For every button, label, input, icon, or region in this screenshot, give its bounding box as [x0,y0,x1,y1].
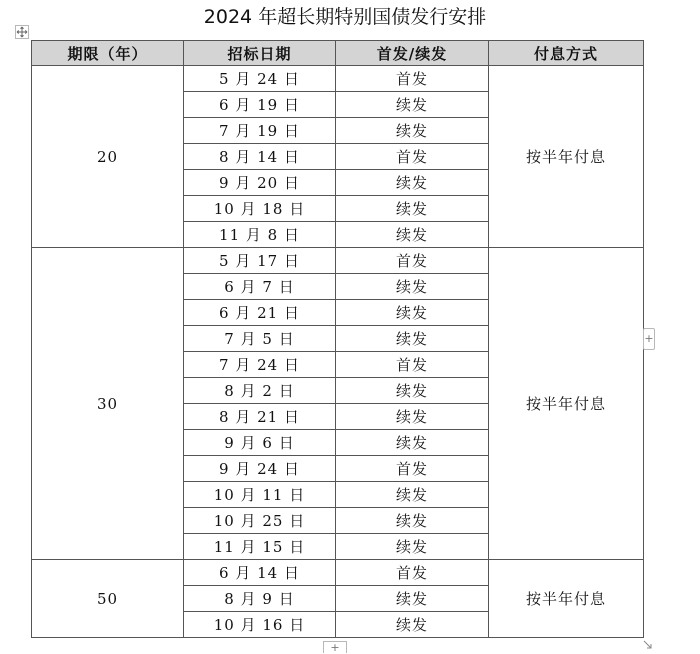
resize-table-icon[interactable] [643,640,653,650]
date-cell: 5 月 17 日 [184,248,336,274]
date-cell: 11 月 15 日 [184,534,336,560]
term-cell: 50 [32,560,184,638]
date-cell: 10 月 18 日 [184,196,336,222]
method-cell: 按半年付息 [489,66,644,248]
date-cell: 5 月 24 日 [184,66,336,92]
document-title: 2024 年超长期特别国债发行安排 [203,6,487,28]
type-cell: 续发 [336,404,489,430]
term-cell: 20 [32,66,184,248]
header-date: 招标日期 [184,41,336,66]
date-cell: 8 月 9 日 [184,586,336,612]
type-cell: 续发 [336,274,489,300]
date-cell: 10 月 25 日 [184,508,336,534]
method-cell: 按半年付息 [489,560,644,638]
date-cell: 9 月 20 日 [184,170,336,196]
type-cell: 首发 [336,248,489,274]
type-cell: 续发 [336,430,489,456]
type-cell: 续发 [336,92,489,118]
type-cell: 首发 [336,560,489,586]
move-table-icon[interactable] [15,25,29,39]
type-cell: 首发 [336,66,489,92]
date-cell: 7 月 24 日 [184,352,336,378]
table-header-row [32,41,644,66]
type-cell: 续发 [336,118,489,144]
type-cell: 首发 [336,456,489,482]
bond-issuance-table [31,40,644,638]
type-cell: 首发 [336,352,489,378]
type-cell: 续发 [336,196,489,222]
date-cell: 11 月 8 日 [184,222,336,248]
header-type: 首发/续发 [336,41,489,66]
add-row-icon[interactable]: + [323,641,347,653]
date-cell: 6 月 19 日 [184,92,336,118]
type-cell: 续发 [336,586,489,612]
date-cell: 8 月 14 日 [184,144,336,170]
date-cell: 10 月 16 日 [184,612,336,638]
header-method: 付息方式 [489,41,644,66]
date-cell: 6 月 21 日 [184,300,336,326]
type-cell: 续发 [336,378,489,404]
type-cell: 首发 [336,144,489,170]
type-cell: 续发 [336,482,489,508]
type-cell: 续发 [336,534,489,560]
date-cell: 8 月 21 日 [184,404,336,430]
method-cell: 按半年付息 [489,248,644,560]
date-cell: 7 月 5 日 [184,326,336,352]
date-cell: 6 月 14 日 [184,560,336,586]
date-cell: 6 月 7 日 [184,274,336,300]
table-row [32,248,644,274]
date-cell: 9 月 6 日 [184,430,336,456]
date-cell: 9 月 24 日 [184,456,336,482]
table-row [32,66,644,92]
type-cell: 续发 [336,300,489,326]
date-cell: 10 月 11 日 [184,482,336,508]
table-row [32,560,644,586]
date-cell: 8 月 2 日 [184,378,336,404]
header-term: 期限（年） [32,41,184,66]
type-cell: 续发 [336,612,489,638]
type-cell: 续发 [336,326,489,352]
type-cell: 续发 [336,170,489,196]
date-cell: 7 月 19 日 [184,118,336,144]
type-cell: 续发 [336,222,489,248]
add-column-icon[interactable]: + [643,328,655,350]
type-cell: 续发 [336,508,489,534]
term-cell: 30 [32,248,184,560]
